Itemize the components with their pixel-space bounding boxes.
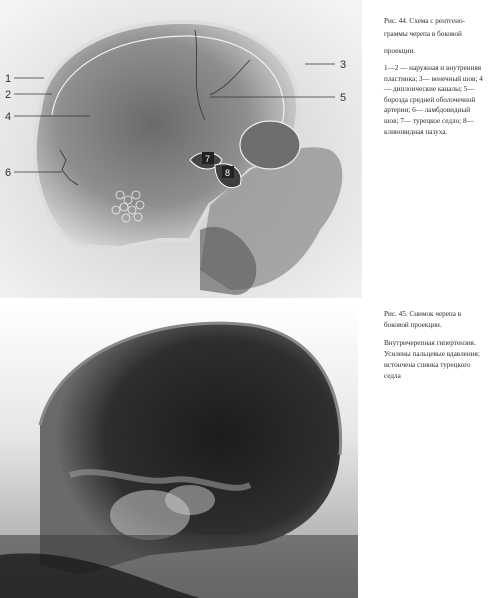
figure-45-caption-title: Рис. 45. Снимок черепа в боковой проекции.: [384, 310, 462, 329]
figure-44-skull-schematic: [0, 0, 362, 298]
callout-2: 2: [5, 89, 12, 101]
callout-7: 7: [205, 154, 211, 164]
figure-45-skull-radiograph: [0, 305, 358, 598]
figure-44-caption-title-line2: граммы черепа в боковой: [384, 30, 462, 38]
callout-5: 5: [340, 92, 347, 104]
callout-6: 6: [5, 167, 12, 179]
figure-44-caption-legend: 1—2 — наружная и внутренняя пластинка; 3— венечный шов; 4— диплоические каналы; 5— борозда средней оболочечной артерии; 6— ламбдовидный шов; 7— турецкое седло; 8— клиновидная пазуха.: [384, 64, 483, 136]
callout-3: 3: [340, 59, 347, 71]
figure-44-caption-title-line1: Рис. 44. Схема с рентгено-: [384, 17, 465, 25]
figure-44-caption-title-line3: проекции.: [384, 47, 416, 55]
callout-4: 4: [5, 111, 12, 123]
callout-1: 1: [5, 73, 12, 85]
callout-8: 8: [225, 168, 231, 178]
figure-45-caption-body: Внутричерепная гипертензия. Усилены пальцевые вдавления; истончена спинка турецкого седла: [384, 339, 480, 380]
